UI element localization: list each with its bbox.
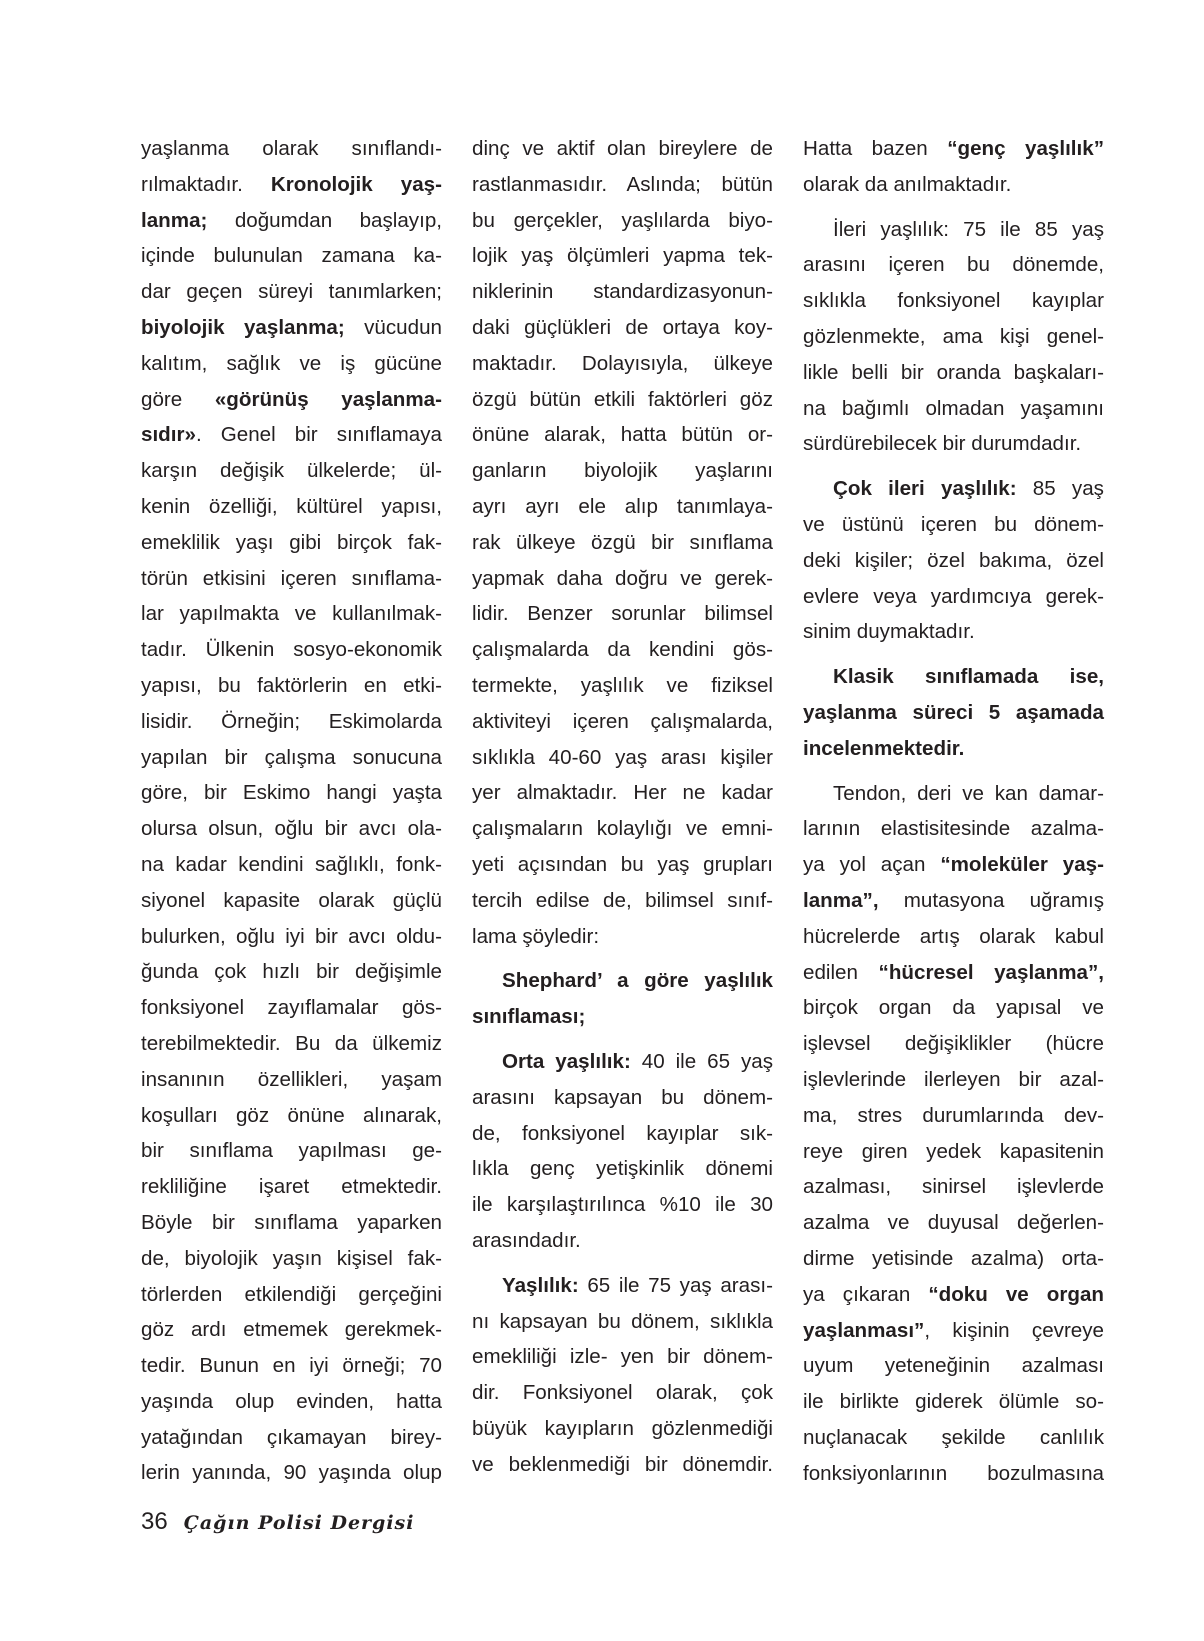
body-text: lerin yanında, 90 yaşında olup xyxy=(141,1461,442,1485)
paragraph-gap xyxy=(803,203,1104,212)
article-column-1 xyxy=(141,131,442,1491)
text-line xyxy=(803,1241,1104,1277)
body-text: na kadar kendini sağlıklı, fonk- xyxy=(141,852,442,876)
bold-text: “genç yaşlılık” xyxy=(947,137,1104,160)
text-line xyxy=(141,453,442,489)
body-text: ayrı ayrı ele alıp tanımlaya- xyxy=(472,494,773,518)
body-text: deki kişiler; özel bakıma, özel xyxy=(803,548,1104,572)
body-text: nı kapsayan bu dönem, sıklıkla xyxy=(472,1309,773,1333)
paragraph-gap xyxy=(803,650,1104,659)
text-line xyxy=(472,1080,773,1116)
body-text: maktadır. Dolayısıyla, ülkeye xyxy=(472,351,773,375)
body-text: lar yapılmakta ve kullanılmak- xyxy=(141,602,442,626)
bold-text: sıdır» xyxy=(141,423,196,447)
text-line xyxy=(803,426,1104,462)
body-text: tedir. Bunun en iyi örneği; 70 xyxy=(141,1354,442,1378)
text-line xyxy=(141,990,442,1026)
text-line xyxy=(803,955,1104,991)
page-number: 36 xyxy=(141,1508,168,1535)
body-text: lojik yaş ölçümleri yapma tek- xyxy=(472,244,773,268)
text-line xyxy=(141,131,442,167)
body-text: yaşlanma olarak sınıflandı- xyxy=(141,137,442,160)
page-footer xyxy=(141,1508,414,1536)
text-line xyxy=(472,489,773,525)
body-text: bulurken, oğlu iyi bir avcı oldu- xyxy=(141,924,442,948)
body-text: ile karşılaştırılınca %10 ile 30 xyxy=(472,1193,773,1217)
text-line xyxy=(803,319,1104,355)
magazine-name: Çağın Polisi Dergisi xyxy=(183,1512,415,1534)
body-text: rekliliğine işaret etmektedir. xyxy=(141,1175,442,1199)
body-text: yaşında olup evinden, hatta xyxy=(141,1389,442,1413)
text-line xyxy=(803,247,1104,283)
text-line xyxy=(141,1062,442,1098)
body-text: gözlenmekte, ama kişi genel- xyxy=(803,324,1104,348)
text-line xyxy=(803,1134,1104,1170)
body-text: olursa olsun, oğlu bir avcı ola- xyxy=(141,817,442,841)
text-line xyxy=(141,1455,442,1491)
article-column-2 xyxy=(472,131,773,1482)
text-line xyxy=(472,1447,773,1483)
text-line xyxy=(472,883,773,919)
body-text: . Genel bir sınıflamaya xyxy=(195,423,442,447)
text-line xyxy=(472,919,773,955)
body-text: uyum yeteneğinin azalması xyxy=(803,1354,1104,1378)
text-line xyxy=(472,596,773,632)
text-line xyxy=(803,1313,1104,1349)
body-text: nuçlanacak şekilde canlılık xyxy=(803,1425,1104,1449)
body-text: ile birlikte giderek ölümle so- xyxy=(803,1390,1104,1414)
text-line xyxy=(141,382,442,418)
text-line xyxy=(141,883,442,919)
body-text: lisidir. Örneğin; Eskimolarda xyxy=(141,709,442,733)
bold-text: “moleküler yaş- xyxy=(940,853,1104,877)
body-text: yer almaktadır. Her ne kadar xyxy=(472,781,773,805)
body-text: ganların biyolojik yaşlarını xyxy=(472,459,773,483)
text-line xyxy=(141,704,442,740)
body-text: bu gerçekler, yaşlılarda biyo- xyxy=(472,208,773,232)
text-line xyxy=(472,775,773,811)
body-text: 65 ile 75 yaş arası- xyxy=(578,1273,773,1297)
text-line xyxy=(803,579,1104,615)
text-line xyxy=(141,775,442,811)
body-text: dar geçen süreyi tanımlarken; xyxy=(141,280,442,304)
text-line xyxy=(472,1044,773,1080)
text-line xyxy=(803,776,1104,812)
bold-text: biyolojik yaşlanma; xyxy=(141,315,345,339)
body-text: Böyle bir sınıflama yaparken xyxy=(141,1210,442,1234)
text-line xyxy=(803,990,1104,1026)
body-text: Hatta bazen xyxy=(803,137,948,160)
body-text: tercih edilse de, bilimsel sınıf- xyxy=(472,888,773,912)
text-line xyxy=(141,489,442,525)
body-text: göre, bir Eskimo hangi yaşta xyxy=(141,781,442,805)
paragraph-gap xyxy=(472,954,773,963)
body-text: daki güçlükleri de ortaya koy- xyxy=(472,315,773,339)
body-text: içinde bulunulan zamana ka- xyxy=(141,244,442,268)
body-text: mutasyona uğramış xyxy=(878,888,1104,912)
body-text: lama şöyledir: xyxy=(472,924,600,948)
body-text: koşulları göz önüne alınarak, xyxy=(141,1103,442,1127)
text-line xyxy=(472,668,773,704)
text-line xyxy=(141,310,442,346)
body-text: birçok organ da yapısal ve xyxy=(803,996,1104,1020)
text-line xyxy=(472,811,773,847)
text-line xyxy=(141,167,442,203)
text-line xyxy=(803,883,1104,919)
text-line xyxy=(803,614,1104,650)
body-text: kenin özelliği, kültürel yapısı, xyxy=(141,494,442,518)
text-line xyxy=(472,131,773,167)
text-line xyxy=(141,954,442,990)
body-text: ya yol açan xyxy=(803,853,941,877)
text-line xyxy=(141,238,442,274)
text-line xyxy=(803,1098,1104,1134)
text-line xyxy=(472,847,773,883)
body-text: hücrelerde artış olarak kabul xyxy=(803,924,1104,948)
body-text: Tendon, deri ve kan damar- xyxy=(833,781,1104,805)
text-line xyxy=(803,1169,1104,1205)
body-text: aktiviteyi içeren çalışmalarda, xyxy=(472,709,773,733)
text-line xyxy=(472,963,773,999)
body-text: dinç ve aktif olan bireylere de xyxy=(472,137,773,160)
body-text: İleri yaşlılık: 75 ile 85 yaş xyxy=(833,217,1104,241)
text-line xyxy=(803,167,1104,203)
text-line xyxy=(472,274,773,310)
text-line xyxy=(141,346,442,382)
body-text: dirme yetisinde azalma) orta- xyxy=(803,1246,1104,1270)
text-line xyxy=(141,274,442,310)
text-line xyxy=(472,203,773,239)
text-line xyxy=(141,1384,442,1420)
body-text: lıkla genç yetişkinlik dönemi xyxy=(472,1157,773,1181)
text-line xyxy=(141,919,442,955)
text-line xyxy=(472,1268,773,1304)
body-text: büyük kayıpların gözlenmediği xyxy=(472,1416,773,1440)
text-line xyxy=(803,507,1104,543)
text-line xyxy=(141,811,442,847)
body-text: sinim duymaktadır. xyxy=(803,620,975,644)
body-text: 85 yaş xyxy=(1016,477,1104,501)
text-line xyxy=(141,1277,442,1313)
text-line xyxy=(141,525,442,561)
text-line xyxy=(141,847,442,883)
bold-text: “hücresel yaşlanma”, xyxy=(878,960,1104,984)
body-text: göre xyxy=(141,387,215,411)
text-line xyxy=(803,695,1104,731)
body-text: ya çıkaran xyxy=(803,1282,929,1306)
body-text: kalıtım, sağlık ve iş gücüne xyxy=(141,351,442,375)
body-text: emeklilik yaşı gibi birçok fak- xyxy=(141,530,442,554)
text-line xyxy=(472,382,773,418)
text-line xyxy=(141,632,442,668)
text-line xyxy=(472,525,773,561)
body-text: terebilmektedir. Bu da ülkemiz xyxy=(141,1031,442,1055)
text-line xyxy=(141,1026,442,1062)
text-line xyxy=(472,740,773,776)
bold-text: «görünüş yaşlanma- xyxy=(214,387,442,411)
text-line xyxy=(141,1169,442,1205)
body-text: 40 ile 65 yaş xyxy=(630,1049,773,1073)
text-line xyxy=(141,1312,442,1348)
text-line xyxy=(472,238,773,274)
text-line xyxy=(472,1151,773,1187)
text-line xyxy=(472,1304,773,1340)
paragraph-gap xyxy=(803,767,1104,776)
body-text: rastlanmasıdır. Aslında; bütün xyxy=(472,172,773,196)
bold-text: yaşlanması” xyxy=(803,1318,925,1342)
body-text: fonksiyonel zayıflamalar gös- xyxy=(141,996,442,1020)
body-text: ğunda çok hızlı bir değişimle xyxy=(141,960,442,984)
text-line xyxy=(472,999,773,1035)
body-text: törlerden etkilendiği gerçeğini xyxy=(141,1282,442,1306)
text-line xyxy=(803,811,1104,847)
text-line xyxy=(803,659,1104,695)
body-text: sürdürebilecek bir durumdadır. xyxy=(803,432,1082,456)
bold-text: Kronolojik yaş- xyxy=(270,172,442,196)
body-text: törün etkisini içeren sınıflama- xyxy=(141,566,442,590)
text-line xyxy=(141,1348,442,1384)
text-line xyxy=(803,391,1104,427)
body-text: işlevsel değişiklikler (hücre xyxy=(803,1032,1104,1056)
text-line xyxy=(803,212,1104,248)
text-line xyxy=(472,453,773,489)
text-line xyxy=(141,1241,442,1277)
paragraph-gap xyxy=(472,1259,773,1268)
text-line xyxy=(803,355,1104,391)
bold-text: Yaşlılık: xyxy=(502,1273,579,1297)
text-line xyxy=(141,668,442,704)
body-text: niklerinin standardizasyonun- xyxy=(472,280,773,304)
body-text: yatağından çıkamayan birey- xyxy=(141,1425,442,1449)
body-text: özgü bütün etkili faktörleri göz xyxy=(472,387,773,411)
body-text: evlere veya yardımcıya gerek- xyxy=(803,584,1104,608)
text-line xyxy=(803,283,1104,319)
text-line xyxy=(141,1098,442,1134)
body-text: karşın değişik ülkelerde; ül- xyxy=(141,459,442,483)
body-text: dir. Fonksiyonel olarak, çok xyxy=(472,1381,773,1405)
body-text: arasını içeren bu dönemde, xyxy=(803,253,1104,277)
paragraph-gap xyxy=(803,462,1104,471)
body-text: termekte, yaşlılık ve fiziksel xyxy=(472,673,773,697)
bold-text: incelenmektedir. xyxy=(803,736,965,760)
body-text: , kişinin çevreye xyxy=(924,1318,1104,1342)
body-text: yapılan bir çalışma sonucuna xyxy=(141,745,442,769)
body-text: larının elastisitesinde azalma- xyxy=(803,817,1104,841)
body-text: reye giren yedek kapasitenin xyxy=(803,1139,1104,1163)
bold-text: Çok ileri yaşlılık: xyxy=(833,477,1017,501)
body-text: de, biyolojik yaşın kişisel fak- xyxy=(141,1246,442,1270)
body-text: sıklıkla fonksiyonel kayıplar xyxy=(803,289,1104,313)
text-line xyxy=(803,1384,1104,1420)
text-line xyxy=(803,543,1104,579)
body-text: azalma ve duyusal değerlen- xyxy=(803,1211,1104,1235)
text-line xyxy=(803,471,1104,507)
body-text: edilen xyxy=(803,960,879,984)
body-text: de, fonksiyonel kayıplar sık- xyxy=(472,1121,773,1145)
body-text: bir sınıflama yapılması ge- xyxy=(141,1139,442,1163)
text-line xyxy=(803,1456,1104,1492)
body-text: ve üstünü içeren bu dönem- xyxy=(803,512,1104,536)
body-text: ve beklenmediği bir dönemdir. xyxy=(472,1452,773,1476)
bold-text: Klasik sınıflamada ise, xyxy=(833,665,1104,689)
text-line xyxy=(472,561,773,597)
body-text: emekliliği izle- yen bir dönem- xyxy=(472,1345,773,1369)
text-line xyxy=(803,1420,1104,1456)
body-text: arasını kapsayan bu dönem- xyxy=(472,1085,773,1109)
body-text: yeti açısından bu yaş grupları xyxy=(472,852,773,876)
bold-text: “doku ve organ xyxy=(928,1282,1104,1306)
article-column-3 xyxy=(803,131,1104,1491)
text-line xyxy=(472,1411,773,1447)
body-text: siyonel kapasite olarak güçlü xyxy=(141,888,442,912)
text-line xyxy=(803,1205,1104,1241)
body-text: önüne alarak, hatta bütün or- xyxy=(472,423,773,447)
body-text: göz ardı etmemek gerekmek- xyxy=(141,1318,442,1342)
text-line xyxy=(803,1062,1104,1098)
body-text: yapısı, bu faktörlerin en etki- xyxy=(141,673,442,697)
bold-text: lanma”, xyxy=(803,888,879,912)
body-text: fonksiyonlarının bozulmasına xyxy=(803,1461,1104,1485)
text-line xyxy=(472,1375,773,1411)
text-line xyxy=(803,1277,1104,1313)
bold-text: sınıflaması; xyxy=(472,1005,586,1029)
text-line xyxy=(472,346,773,382)
body-text: çalışmalarda da kendini gös- xyxy=(472,638,773,662)
body-text: doğumdan başlayıp, xyxy=(207,208,442,232)
body-text: sıklıkla 40-60 yaş arası kişiler xyxy=(472,745,773,769)
body-text: vücudun xyxy=(344,315,442,339)
text-line xyxy=(472,704,773,740)
text-line xyxy=(803,847,1104,883)
text-line xyxy=(803,919,1104,955)
text-line xyxy=(472,310,773,346)
body-text: na bağımlı olmadan yaşamını xyxy=(803,396,1104,420)
text-line xyxy=(472,1223,773,1259)
body-text: işlevlerinde ilerleyen bir azal- xyxy=(803,1067,1104,1091)
text-line xyxy=(803,131,1104,167)
text-line xyxy=(472,632,773,668)
text-line xyxy=(803,731,1104,767)
body-text: lidir. Benzer sorunlar bilimsel xyxy=(472,602,773,626)
body-text: ma, stres durumlarında dev- xyxy=(803,1103,1104,1127)
text-line xyxy=(141,417,442,453)
bold-text: Shephard’ a göre yaşlılık xyxy=(502,969,773,993)
bold-text: yaşlanma süreci 5 aşamada xyxy=(803,700,1104,724)
paragraph-gap xyxy=(472,1035,773,1044)
body-text: rılmaktadır. xyxy=(141,172,271,196)
text-line xyxy=(472,167,773,203)
text-line xyxy=(472,1187,773,1223)
text-line xyxy=(141,203,442,239)
text-line xyxy=(472,417,773,453)
body-text: rak ülkeye özgü bir sınıflama xyxy=(472,530,773,554)
bold-text: lanma; xyxy=(141,208,208,232)
text-line xyxy=(803,1026,1104,1062)
bold-text: Orta yaşlılık: xyxy=(502,1049,631,1073)
body-text: likle belli bir oranda başkaları- xyxy=(803,360,1104,384)
text-line xyxy=(141,1420,442,1456)
body-text: insanının özellikleri, yaşam xyxy=(141,1067,442,1091)
body-text: çalışmaların kolaylığı ve emni- xyxy=(472,817,773,841)
text-line xyxy=(141,561,442,597)
text-line xyxy=(141,1205,442,1241)
body-text: azalması, sinirsel işlevlerde xyxy=(803,1175,1104,1199)
body-text: arasındadır. xyxy=(472,1228,581,1252)
text-line xyxy=(141,596,442,632)
text-line xyxy=(472,1116,773,1152)
text-line xyxy=(803,1348,1104,1384)
body-text: yapmak daha doğru ve gerek- xyxy=(472,566,773,590)
text-line xyxy=(141,1133,442,1169)
text-line xyxy=(472,1339,773,1375)
body-text: olarak da anılmaktadır. xyxy=(803,172,1012,196)
text-line xyxy=(141,740,442,776)
body-text: tadır. Ülkenin sosyo-ekonomik xyxy=(141,638,442,662)
